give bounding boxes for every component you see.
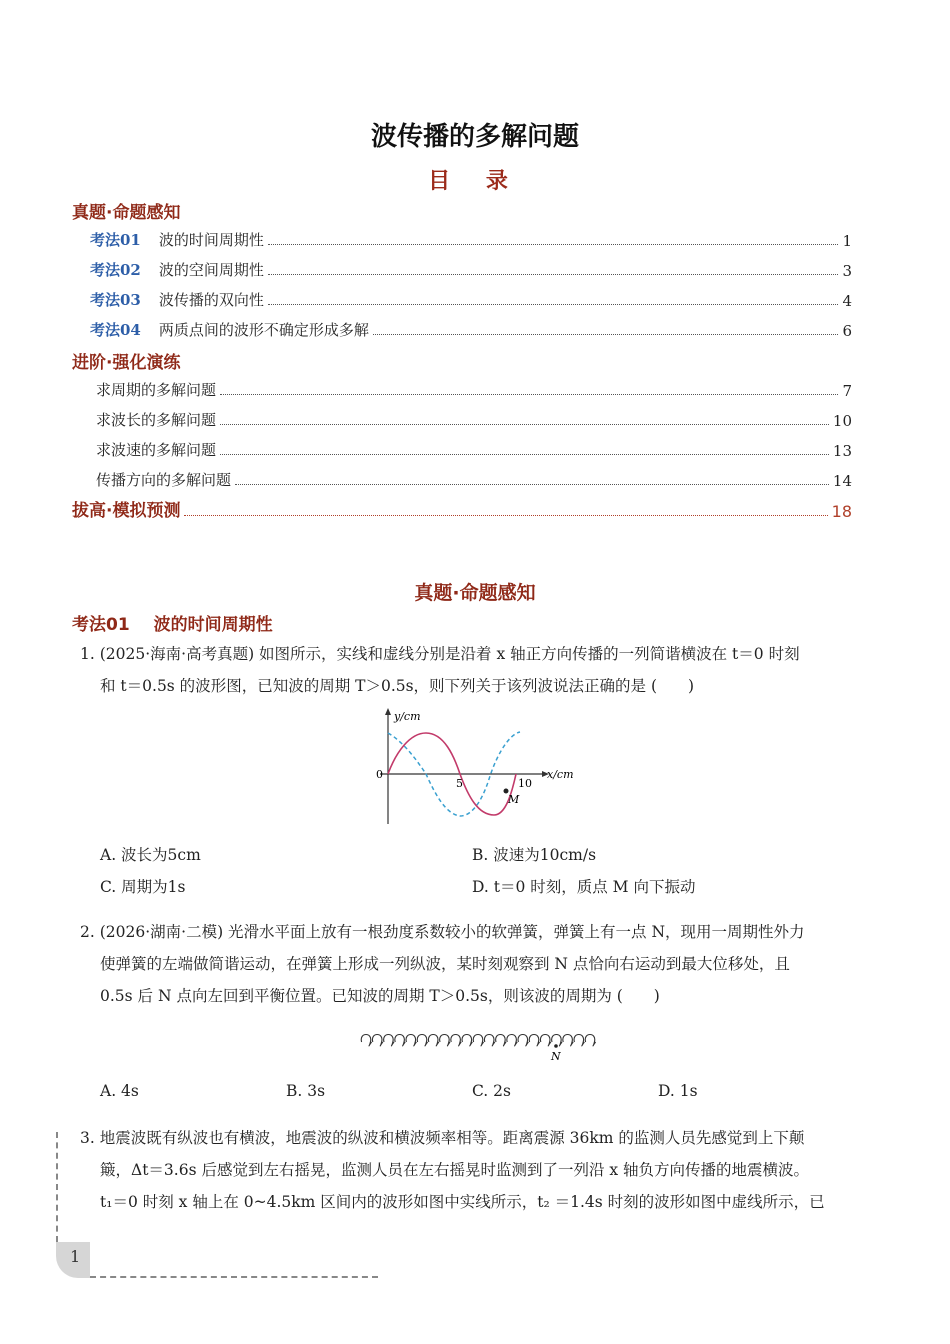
toc-leader bbox=[373, 334, 839, 335]
q2-option-d[interactable]: D. 1s bbox=[658, 1082, 698, 1100]
toc-item-page: 1 bbox=[842, 232, 852, 250]
question-text-line: 簸，Δt＝3.6s 后感觉到左右摇晃，监测人员在左右摇晃时监测到了一列沿 x 轴负方向传播的地震横波。 bbox=[100, 1161, 810, 1179]
footer-dashed-vertical bbox=[56, 1132, 58, 1242]
question-text-line: 1. (2025·海南·高考真题) 如图所示，实线和虚线分别是沿着 x 轴正方向传播的一列简谐横波在 t＝0 时刻 bbox=[80, 645, 800, 663]
wave-figure-q1 bbox=[360, 706, 590, 830]
toc-section-bagao[interactable] bbox=[72, 497, 852, 521]
q1-option-a[interactable]: A. 波长为5cm bbox=[100, 846, 201, 864]
q2-option-c[interactable]: C. 2s bbox=[472, 1082, 511, 1100]
toc-item-kaofa01[interactable] bbox=[90, 226, 852, 250]
toc-leader bbox=[268, 304, 839, 305]
section-heading: 真题·命题感知 bbox=[414, 582, 536, 604]
toc-leader bbox=[220, 424, 829, 425]
toc-leader bbox=[268, 274, 839, 275]
toc-item-page: 10 bbox=[832, 412, 852, 430]
toc-item-text: 传播方向的多解问题 bbox=[96, 471, 232, 489]
toc-heading: 目 录 bbox=[428, 169, 522, 194]
toc-item-speed[interactable] bbox=[96, 436, 852, 460]
toc-item-label: 考法03 bbox=[90, 291, 141, 309]
toc-item-page: 14 bbox=[832, 472, 852, 490]
toc-item-text: 求周期的多解问题 bbox=[96, 381, 217, 399]
toc-item-period[interactable] bbox=[96, 376, 852, 400]
question-text-line: 3. 地震波既有纵波也有横波，地震波的纵波和横波频率相等。距离震源 36km 的监测人员先感觉到上下颠 bbox=[80, 1129, 805, 1147]
q1-option-c[interactable]: C. 周期为1s bbox=[100, 878, 186, 896]
page-number: 1 bbox=[70, 1247, 81, 1266]
toc-item-text: 波传播的双向性 bbox=[158, 291, 264, 309]
y-axis-arrow bbox=[385, 708, 391, 715]
toc-item-wavelength[interactable] bbox=[96, 406, 852, 430]
toc-leader bbox=[235, 484, 829, 485]
toc-item-text: 波的时间周期性 bbox=[158, 231, 264, 249]
toc-item-kaofa04[interactable] bbox=[90, 316, 852, 340]
toc-item-page: 6 bbox=[842, 322, 852, 340]
question-text-line: 使弹簧的左端做简谐运动，在弹簧上形成一列纵波，某时刻观察到 N 点恰向右运动到最大位移处，且 bbox=[100, 955, 790, 973]
page-title: 波传播的多解问题 bbox=[370, 122, 579, 152]
toc-item-page: 13 bbox=[832, 442, 852, 460]
question-text-line: 0.5s 后 N 点向左回到平衡位置。已知波的周期 T＞0.5s，则该波的周期为 ( ) bbox=[100, 987, 660, 1005]
q2-option-a[interactable]: A. 4s bbox=[100, 1082, 139, 1100]
point-n-label: N bbox=[551, 1050, 561, 1063]
toc-item-kaofa03[interactable] bbox=[90, 286, 852, 310]
tick-label-10: 10 bbox=[518, 777, 532, 790]
toc-item-text: 求波速的多解问题 bbox=[96, 441, 217, 459]
spring-figure-q2 bbox=[356, 1022, 602, 1064]
toc-item-text: 拔高·模拟预测 bbox=[72, 501, 181, 521]
q1-option-d[interactable]: D. t＝0 时刻，质点 M 向下振动 bbox=[472, 878, 696, 896]
toc-item-page: 4 bbox=[842, 292, 852, 310]
toc-item-text: 波的空间周期性 bbox=[158, 261, 264, 279]
spring-coil bbox=[361, 1035, 595, 1046]
question-text-line: 和 t＝0.5s 的波形图，已知波的周期 T＞0.5s，则下列关于该列波说法正确的是 ( ) bbox=[100, 677, 695, 695]
toc-leader bbox=[184, 515, 827, 516]
toc-item-text: 求波长的多解问题 bbox=[96, 411, 217, 429]
toc-item-page: 3 bbox=[842, 262, 852, 280]
toc-item-text: 两质点间的波形不确定形成多解 bbox=[158, 321, 369, 339]
footer-dashed-horizontal bbox=[90, 1276, 378, 1278]
x-axis-label: x/cm bbox=[547, 768, 574, 781]
question-2 bbox=[80, 916, 880, 1012]
question-text-line: t₁＝0 时刻 x 轴上在 0~4.5km 区间内的波形如图中实线所示，t₂ ＝1.4s 时刻的波形如图中虚线所示，已 bbox=[100, 1193, 825, 1211]
question-3 bbox=[80, 1122, 880, 1218]
question-1 bbox=[80, 638, 880, 702]
tick-label-5: 5 bbox=[456, 777, 463, 790]
toc-leader bbox=[220, 394, 838, 395]
toc-item-page: 7 bbox=[842, 382, 852, 400]
toc-item-label: 考法01 bbox=[90, 231, 141, 249]
toc-section-zhenti: 真题·命题感知 bbox=[72, 203, 181, 223]
kaofa-heading bbox=[72, 610, 273, 635]
q2-option-b[interactable]: B. 3s bbox=[286, 1082, 326, 1100]
kaofa-label: 考法01 bbox=[72, 615, 130, 635]
toc-item-label: 考法02 bbox=[90, 261, 141, 279]
toc-leader bbox=[220, 454, 829, 455]
toc-leader bbox=[268, 244, 839, 245]
y-axis-label: y/cm bbox=[394, 710, 421, 723]
point-m-label: M bbox=[508, 793, 520, 806]
point-n-dot bbox=[554, 1044, 558, 1048]
toc-item-label: 考法04 bbox=[90, 321, 141, 339]
kaofa-title: 波的时间周期性 bbox=[153, 615, 273, 635]
toc-section-jinjie: 进阶·强化演练 bbox=[72, 353, 181, 373]
toc-item-page: 18 bbox=[831, 502, 852, 521]
q1-option-b[interactable]: B. 波速为10cm/s bbox=[472, 846, 597, 864]
origin-label: 0 bbox=[376, 768, 383, 781]
toc-item-direction[interactable] bbox=[96, 466, 852, 490]
toc-item-kaofa02[interactable] bbox=[90, 256, 852, 280]
question-text-line: 2. (2026·湖南·二模) 光滑水平面上放有一根劲度系数较小的软弹簧，弹簧上有一点 N，现用一周期性外力 bbox=[80, 923, 805, 941]
